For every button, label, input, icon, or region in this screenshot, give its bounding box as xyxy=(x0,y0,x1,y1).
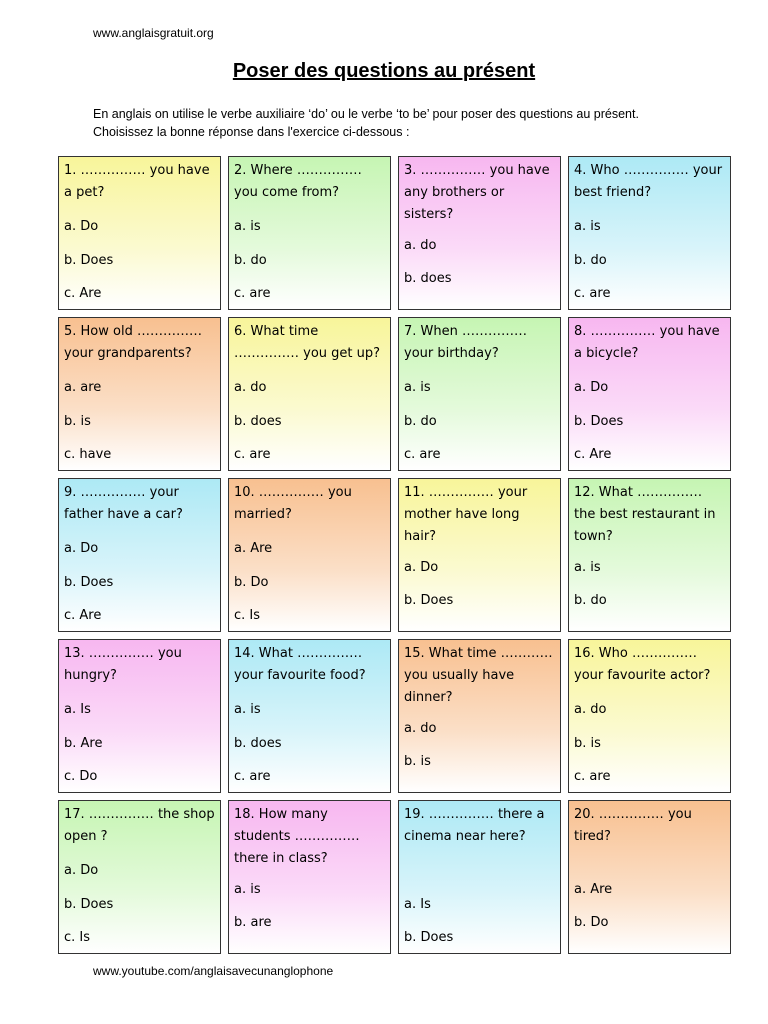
question-card-10 xyxy=(228,478,391,632)
option-a[interactable]: a. Is xyxy=(404,896,431,912)
option-c[interactable]: c. Are xyxy=(64,286,102,301)
question-text: 15. What time ………… you usually have dinner? xyxy=(404,646,553,705)
page-title: Poser des questions au présent xyxy=(232,60,536,82)
option-c[interactable]: c. Do xyxy=(64,769,98,784)
option-a[interactable]: a. is xyxy=(574,219,601,234)
option-b[interactable]: b. is xyxy=(574,735,601,751)
site-url-top: www.anglaisgratuit.org xyxy=(93,26,214,40)
options-list xyxy=(404,235,555,291)
question-card-7 xyxy=(398,317,561,471)
question-card-9 xyxy=(58,478,221,632)
options-list xyxy=(234,699,385,788)
option-a[interactable]: a. Do xyxy=(404,559,439,575)
question-text: 6. What time …………… you get up? xyxy=(234,324,381,361)
exercise-grid xyxy=(58,156,734,954)
question-card-4 xyxy=(568,156,731,310)
intro-line-1: En anglais on utilise le verbe auxiliaire ‘do’ ou le verbe ‘to be’ pour poser des questions au présent. xyxy=(93,107,639,121)
option-c[interactable]: c. are xyxy=(404,447,441,462)
options-list xyxy=(234,377,385,466)
option-b[interactable]: b. is xyxy=(404,754,431,769)
question-card-5 xyxy=(58,317,221,471)
intro-text xyxy=(93,105,733,141)
question-text: 12. What …………… the best restaurant in town? xyxy=(574,485,716,544)
intro-line-2: Choisissez la bonne réponse dans l'exercice ci-dessous : xyxy=(93,125,410,139)
option-a[interactable]: a. Do xyxy=(64,219,99,234)
option-a[interactable]: a. Do xyxy=(64,541,99,556)
question-text: 13. …………… you hungry? xyxy=(64,646,182,683)
question-text: 8. …………… you have a bicycle? xyxy=(574,324,720,361)
options-list xyxy=(64,860,215,949)
option-a[interactable]: a. do xyxy=(574,702,607,717)
options-list xyxy=(574,699,725,788)
option-b[interactable]: b. does xyxy=(404,271,452,286)
option-a[interactable]: a. Do xyxy=(574,380,609,395)
question-card-18 xyxy=(228,800,391,954)
question-text: 1. …………… you have a pet? xyxy=(64,163,210,200)
option-c[interactable]: c. Is xyxy=(64,930,91,945)
option-b[interactable]: b. Does xyxy=(404,593,454,608)
option-c[interactable]: c. are xyxy=(574,286,611,301)
option-a[interactable]: a. Are xyxy=(574,881,613,897)
site-url-bottom: www.youtube.com/anglaisavecunanglophone xyxy=(93,964,334,978)
question-text: 9. …………… your father have a car? xyxy=(64,485,183,522)
question-text: 20. …………… you tired? xyxy=(574,807,692,844)
question-text: 16. Who …………… your favourite actor? xyxy=(574,646,711,683)
question-card-12 xyxy=(568,478,731,632)
question-card-8 xyxy=(568,317,731,471)
option-b[interactable]: b. do xyxy=(574,593,607,608)
option-a[interactable]: a. are xyxy=(64,380,102,395)
options-list xyxy=(404,377,555,466)
option-c[interactable]: c. Is xyxy=(234,608,261,623)
option-a[interactable]: a. is xyxy=(404,380,431,395)
option-a[interactable]: a. Do xyxy=(64,863,99,878)
question-text: 18. How many students …………… there in class? xyxy=(234,807,360,866)
question-text: 2. Where …………… you come from? xyxy=(234,163,362,200)
question-card-2 xyxy=(228,156,391,310)
question-card-17 xyxy=(58,800,221,954)
options-list xyxy=(64,699,215,788)
options-list xyxy=(64,377,215,466)
question-text: 19. …………… there a cinema near here? xyxy=(404,807,545,844)
option-b[interactable]: b. is xyxy=(64,413,91,429)
option-b[interactable]: b. does xyxy=(234,413,282,429)
question-text: 4. Who …………… your best friend? xyxy=(574,163,723,200)
options-list xyxy=(234,216,385,305)
options-list xyxy=(574,557,725,613)
question-card-1 xyxy=(58,156,221,310)
option-c[interactable]: c. are xyxy=(234,447,271,462)
option-b[interactable]: b. are xyxy=(234,915,272,930)
question-text: 11. …………… your mother have long hair? xyxy=(404,485,528,544)
question-text: 14. What …………… your favourite food? xyxy=(234,646,366,683)
question-card-19 xyxy=(398,800,561,954)
option-c[interactable]: c. Are xyxy=(64,608,102,623)
options-list xyxy=(64,538,215,627)
question-card-13 xyxy=(58,639,221,793)
option-a[interactable]: a. is xyxy=(234,219,261,234)
question-card-14 xyxy=(228,639,391,793)
options-list xyxy=(404,557,555,613)
options-list xyxy=(574,879,725,935)
question-text: 5. How old …………… your grandparents? xyxy=(64,324,202,361)
option-c[interactable]: c. are xyxy=(574,769,611,784)
options-list xyxy=(234,879,385,935)
option-c[interactable]: c. have xyxy=(64,447,112,462)
question-card-11 xyxy=(398,478,561,632)
options-list xyxy=(404,718,555,774)
options-list xyxy=(64,216,215,305)
question-text: 17. …………… the shop open ? xyxy=(64,807,215,844)
option-b[interactable]: b. Does xyxy=(404,930,454,945)
question-card-15 xyxy=(398,639,561,793)
option-b[interactable]: b. Do xyxy=(574,915,609,930)
question-card-3 xyxy=(398,156,561,310)
option-b[interactable]: b. Do xyxy=(234,574,269,590)
option-b[interactable]: b. do xyxy=(234,252,267,268)
option-b[interactable]: b. Does xyxy=(64,252,114,268)
option-a[interactable]: a. is xyxy=(574,559,601,575)
option-b[interactable]: b. does xyxy=(234,735,282,751)
option-c[interactable]: c. Are xyxy=(574,447,612,462)
option-a[interactable]: a. is xyxy=(234,881,261,897)
options-list xyxy=(574,216,725,305)
option-c[interactable]: c. are xyxy=(234,769,271,784)
options-list xyxy=(404,894,555,950)
options-list xyxy=(234,538,385,627)
option-b[interactable]: b. Are xyxy=(64,735,103,751)
option-a[interactable]: a. Is xyxy=(64,702,91,717)
question-card-20 xyxy=(568,800,731,954)
option-a[interactable]: a. is xyxy=(234,702,261,717)
option-b[interactable]: b. Does xyxy=(64,896,114,912)
question-text: 7. When …………… your birthday? xyxy=(404,324,527,361)
option-a[interactable]: a. Are xyxy=(234,541,273,556)
question-card-16 xyxy=(568,639,731,793)
option-c[interactable]: c. are xyxy=(234,286,271,301)
option-b[interactable]: b. do xyxy=(574,252,607,268)
question-text: 3. …………… you have any brothers or sisters? xyxy=(404,163,550,222)
option-a[interactable]: a. do xyxy=(234,380,267,395)
options-list xyxy=(574,377,725,466)
option-b[interactable]: b. do xyxy=(404,413,437,429)
option-b[interactable]: b. Does xyxy=(574,413,624,429)
option-a[interactable]: a. do xyxy=(404,237,437,253)
option-a[interactable]: a. do xyxy=(404,720,437,736)
question-card-6 xyxy=(228,317,391,471)
option-b[interactable]: b. Does xyxy=(64,574,114,590)
question-text: 10. …………… you married? xyxy=(234,485,352,522)
